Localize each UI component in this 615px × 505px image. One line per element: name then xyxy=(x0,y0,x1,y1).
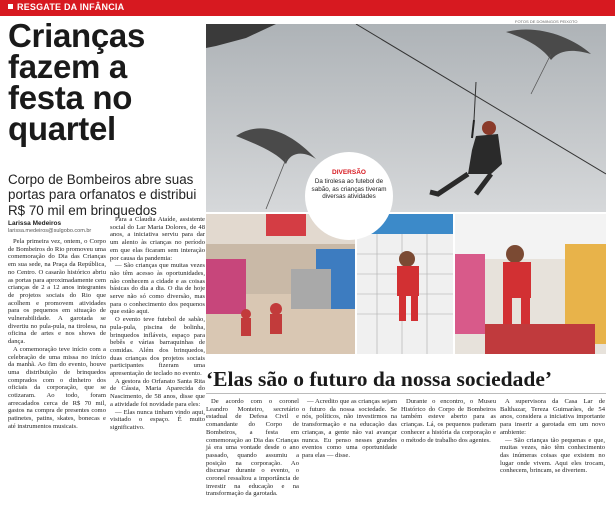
photo-caption xyxy=(305,152,393,240)
body-column-4 xyxy=(302,398,397,460)
section-label: RESGATE DA INFÂNCIA xyxy=(8,2,124,12)
paragraph: O evento teve futebol de sabão, pula-pula, piscina de bolinha, brinquedos infláveis, espaço para bebês e várias barraquinhas de comidas. Além dos brinquedos, duas crianças dos projetos sociais participantes fizeram uma apresentação de teclado no evento. xyxy=(110,316,205,378)
byline-email: larissa.medeiros@sulgobo.com.br xyxy=(8,228,92,234)
paragraph: Para a Claudia Ataíde, assistente social do Lar Maria Dolores, de 48 anos, a iniciativa serviu para dar um alento às crianças no período em que elas ficaram sem interação por causa da pandemia: xyxy=(110,216,205,262)
caption-text: Da tirolesa ao futebol de sabão, as crianças tiveram diversas atividades xyxy=(311,178,387,200)
byline-name: Larissa Medeiros xyxy=(8,220,62,227)
paragraph: Pela primeira vez, ontem, o Corpo de Bombeiros do Rio promoveu uma comemoração do Dia das Crianças em sua sede, na Praça da República, no Centro. O casarão histórico abriu as portas para aproximadamente cem crianças de 2 a 12 anos integrantes de projetos sociais do Rio que acolhem e promovem atividades para os pequenos em situação de vulnerabilidade. A garotada se divertiu no pula-pula, na tirolesa, na oficina de artes e nos shows de dança. xyxy=(8,238,106,346)
caption-title: DIVERSÃO xyxy=(332,169,366,176)
pullquote: ‘Elas são o futuro da nossa sociedade’ xyxy=(206,367,553,391)
paragraph: De acordo com o coronel Leandro Monteiro, secretário estadual de Defesa Civil e comandante do Corpo de Bombeiros, a festa em comemoração ao Dia das Crianças já era uma vontade desde o ano passado, quando assumiu a posição na corporação. Ao discursar durante o evento, o coronel ressaltou a importância de investir na educação e na transformação da garotada. xyxy=(206,398,299,498)
body-column-3 xyxy=(206,398,299,498)
photo-soap-football xyxy=(357,214,453,354)
deck: Corpo de Bombeiros abre suas portas para orfanatos e distribui R$ 70 mil em brinquedos xyxy=(8,172,197,218)
divider xyxy=(206,393,606,394)
paragraph: A comemoração teve início com a celebração de uma missa no início da manhã. Ao fim do evento, houve uma distribuição de brinquedos comprados com o dinheiro dos oficiais da corporação, que se cotizaram. Ao todo, foram arrecadados cerca de R$ 70 mil, gastos na compra de presentes como patinetes, patins, skates, bonecas e até instrumentos musicais. xyxy=(8,345,106,430)
body-column-2 xyxy=(110,216,205,432)
paragraph: A gestora do Orfanato Santa Rita de Cássia, Maria Aparecida do Nascimento, de 58 anos, disse que a atividade foi novidade para eles: xyxy=(110,377,205,408)
body-column-5 xyxy=(401,398,496,444)
paragraph: Durante o encontro, o Museu Histórico do Corpo de Bombeiros também esteve aberto para as crianças. Lá, os pequenos puderam conhecer a história da corporação e o método de trabalho dos agentes. xyxy=(401,398,496,444)
photo-credit: FOTOS DE DOMINGOS PEIXOTO xyxy=(515,19,578,24)
paragraph: — Elas nunca tinham vindo aqui, visitado o espaço. É muito significativo. xyxy=(110,408,205,431)
photo-inflatable xyxy=(455,214,606,354)
paragraph: — São crianças tão pequenas e que, muitas vezes, não têm conhecimento das inúmeras coisas que existem no lugar onde vivem. Aqui eles trocam, conhecem, brincam, se divertem. xyxy=(500,436,605,475)
main-photo xyxy=(206,24,606,212)
paragraph: A supervisora da Casa Lar de Balthazar, Tereza Guimarães, de 54 anos, considera a iniciativa importante para inserir a garotada em um novo ambiente: xyxy=(500,398,605,436)
body-column-1 xyxy=(8,238,106,431)
headline: Crianças fazem a festa no quartel xyxy=(8,17,146,147)
body-column-6 xyxy=(500,398,605,475)
paragraph: — Acredito que as crianças sejam o futuro da nossa sociedade. Se nós, políticos, não investirmos na transformação e na educação das crianças, a gente não vai avançar nunca. Eu penso nesses grandes eventos como uma oportunidade para elas — disse. xyxy=(302,398,397,459)
paragraph: — São crianças que muitas vezes não têm acesso às oportunidades, não conhecem a cidade e as coisas básicas do dia a dia. O dia de hoje serve não só como diversão, mas para o conhecimento dos pequenos que estão aqui. xyxy=(110,262,205,316)
